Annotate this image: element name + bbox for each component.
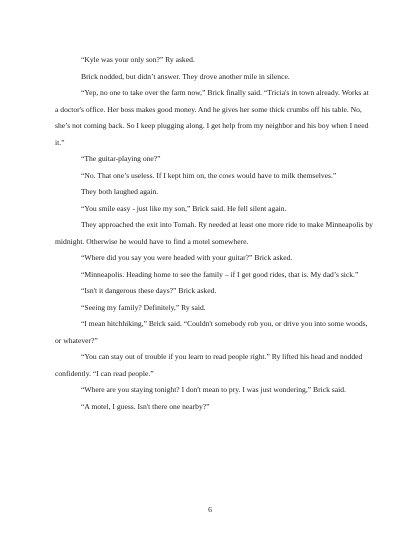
paragraph: They both laughed again. <box>81 187 159 196</box>
paragraph: “You smile easy - just like my son,” Brick said. He fell silent again. <box>81 203 287 213</box>
paragraph: “You can stay out of trouble if you learn to read people right.” Ry lifted his head and nodded confidently. “I can read people.” <box>55 352 363 378</box>
paragraph: “A motel, I guess. Isn't there one nearby?” <box>81 401 210 411</box>
paragraph: “Where are you staying tonight? I don't mean to pry. I was just wondering,” Brick said. <box>81 385 346 394</box>
paragraph: Brick nodded, but didn’t answer. They drove another mile in silence. <box>81 71 290 81</box>
paragraph: “Kyle was your only son?” Ry asked. <box>81 55 195 64</box>
paragraph: “Where did you say you were headed with your guitar?” Brick asked. <box>81 253 293 262</box>
paragraph: “The guitar-playing one?” <box>81 154 161 163</box>
paragraph: They approached the exit into Tomah. Ry needed at least one more ride to make Minneapolis by midnight. Otherwise he would have to find a motel somewhere. <box>55 220 373 246</box>
body-text <box>55 52 373 415</box>
paragraph: “I mean hitchhiking,” Brick said. “Couldn't somebody rob you, or drive you into some woods, or whatever?” <box>55 319 368 345</box>
page-number: 6 <box>208 505 212 514</box>
paragraph: “Seeing my family? Definitely,” Ry said. <box>81 302 206 312</box>
paragraph: “Yep, no one to take over the farm now,” Brick finally said. “Tricia's in town already. Works at a doctor's office. Her boss makes good money. And he gives her some thick crumbs off his table. No, she’s not coming back. So I keep plugging along. I get help from my neighbor and his boy when I need it.” <box>55 88 369 147</box>
paragraph: “Isn't it dangerous these days?” Brick asked. <box>81 286 217 295</box>
paragraph: “No. That one’s useless. If I kept him on, the cows would have to milk themselves.” <box>81 170 337 180</box>
paragraph: “Minneapolis. Heading home to see the family – if I get good rides, that is. My dad’s sick.” <box>81 269 359 279</box>
